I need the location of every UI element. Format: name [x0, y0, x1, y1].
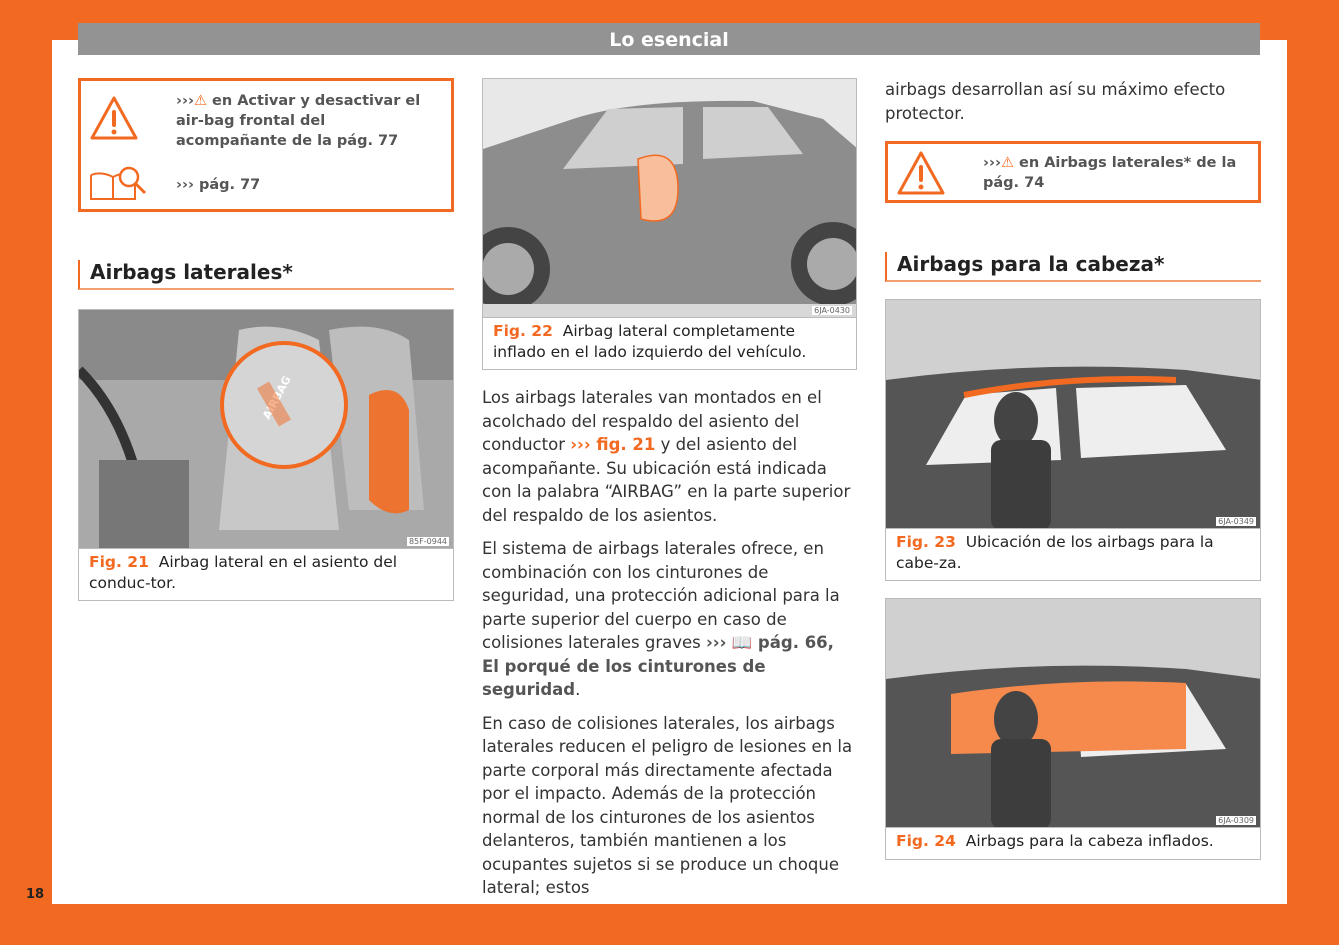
figure-22-image	[482, 78, 857, 318]
link-pag-66[interactable]: pág. 66, El porqué de los cinturones de seguridad	[482, 633, 834, 699]
link-fig-21[interactable]: ››› fig. 21	[570, 435, 656, 454]
notice-box: ›››⚠ en Activar y desactivar el air-bag frontal del acompañante de la pág. 77 ››› pág. 77	[78, 78, 454, 212]
notice-box: ›››⚠ en Airbags laterales* de la pág. 74	[885, 141, 1261, 203]
notice-warning-link[interactable]: en Activar y desactivar el air-bag frontal del acompañante de la pág. 77	[176, 93, 421, 149]
caption-text: Airbag lateral en el asiento del conduc-tor.	[89, 553, 398, 592]
heading-airbags-laterales: Airbags laterales*	[78, 260, 454, 290]
notice-arrows: ›››	[983, 155, 1001, 171]
figure-number: Fig. 21	[89, 553, 149, 571]
figure-code: 6JA-0349	[1218, 517, 1254, 526]
figure-24-image	[885, 598, 1261, 828]
warning-icon	[896, 150, 946, 196]
caption-text: Airbag lateral completamente inflado en el lado izquierdo del vehículo.	[493, 322, 807, 361]
figure-23-caption	[885, 529, 1261, 581]
figure-number: Fig. 24	[896, 832, 956, 850]
figure-code: 6JA-0430	[814, 306, 850, 315]
warning-icon	[89, 95, 139, 141]
figure-code: 85F-0944	[408, 537, 447, 546]
caption-text: Ubicación de los airbags para la cabe-za.	[896, 533, 1214, 572]
paragraph: En caso de colisiones laterales, los airbags laterales reducen el peligro de lesiones en la parte corporal más directamente afectada por el impacto. Además de la protección normal de los cinturones de los asientos delanteros, también mantienen a los ocupantes sujetos si se produce un choque lateral; estos	[482, 713, 853, 897]
figure-code: 6JA-0309	[1218, 816, 1254, 825]
body-text-col2	[482, 386, 854, 910]
notice-arrows: ›››	[176, 93, 194, 109]
section-header: Lo esencial	[78, 23, 1260, 55]
body-text-col3: airbags desarrollan así su máximo efecto protector.	[885, 80, 1226, 123]
heading-airbags-cabeza: Airbags para la cabeza*	[885, 252, 1261, 282]
figure-22-caption	[482, 318, 857, 370]
figure-23-image	[885, 299, 1261, 529]
figure-21-image	[78, 309, 454, 549]
caption-text: Airbags para la cabeza inflados.	[965, 832, 1214, 850]
notice-book-link[interactable]: ››› pág. 77	[176, 177, 261, 193]
paragraph: El sistema de airbags laterales ofrece, en combinación con los cinturones de seguridad, una protección adicional para la parte superior del cuerpo en caso de colisiones laterales graves ››› 📖 pág. 66, El porqué de los cinturones de seguridad.	[482, 539, 840, 699]
figure-number: Fig. 23	[896, 533, 956, 551]
page-number: 18	[26, 887, 45, 902]
figure-24-caption	[885, 828, 1261, 860]
notice-warning-link[interactable]: en Airbags laterales* de la pág. 74	[983, 155, 1237, 191]
paragraph: Los airbags laterales van montados en el acolchado del respaldo del asiento del conductor ››› fig. 21 y del asiento del acompañante. Su ubicación está indicada con la palabra “AIRBAG” en la parte superior del respaldo de los asientos.	[482, 388, 851, 525]
figure-number: Fig. 22	[493, 322, 553, 340]
book-icon: 📖	[731, 633, 753, 652]
manual-search-icon	[89, 165, 151, 201]
figure-21-caption	[78, 549, 454, 601]
